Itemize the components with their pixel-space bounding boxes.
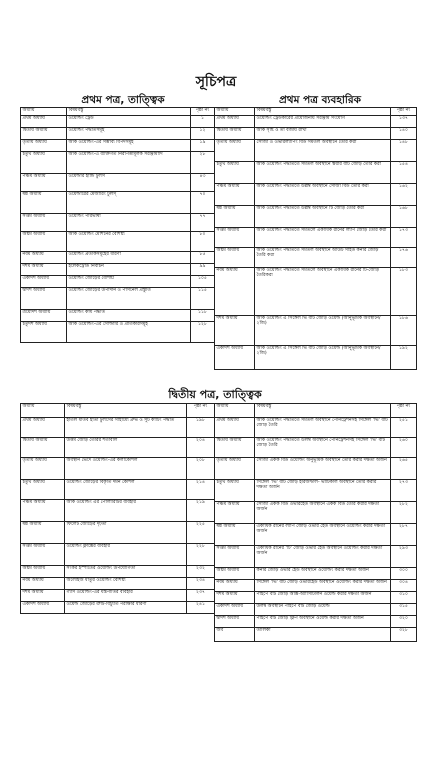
table-header-row bbox=[21, 108, 215, 116]
chapter-cell: পঞ্চম অধ্যায় bbox=[215, 502, 255, 524]
page-cell: ১০৫ bbox=[191, 276, 215, 288]
subject-cell: পাইপে বাট জোড় ফ্লিপ অবস্থানে ওয়েল্ড করার দক্ষতা অর্জন bbox=[255, 616, 391, 628]
table-row bbox=[215, 502, 417, 524]
chapter-cell: নবম অধ্যায় bbox=[215, 268, 255, 316]
section2-left-table bbox=[20, 403, 215, 614]
page-cell: ৮৫ bbox=[191, 252, 215, 264]
section2-right-table bbox=[214, 403, 417, 642]
subject-cell: ওয়েল্ডিং জোড়ের উপাদান ও পার্সনেল প্রস্তুতি bbox=[67, 288, 191, 310]
table-row bbox=[21, 544, 215, 566]
table-row bbox=[215, 184, 417, 206]
table-row bbox=[21, 288, 215, 310]
header-chapter: অধ্যায় bbox=[21, 108, 67, 116]
subject-cell: উলম্ব অবস্থানে পাইপে বাট জোড় ওয়েল্ড bbox=[255, 604, 391, 616]
subject-cell: সিঙ্গেল 'ভি' বাট জোড় ওভারহেড অবস্থানে ওয়েল্ডিং করার দক্ষতা অর্জন bbox=[255, 580, 391, 592]
chapter-cell: দ্বাদশ অধ্যায় bbox=[21, 288, 67, 310]
page-cell: ২৮ bbox=[191, 152, 215, 174]
section2-title: দ্বিতীয় পত্র, তাত্ত্বিক bbox=[168, 388, 262, 401]
page-cell: ২২৮ bbox=[187, 544, 215, 566]
page-cell: ৪৩ bbox=[191, 174, 215, 192]
table-row bbox=[215, 628, 417, 642]
header-page: পৃষ্ঠা নং bbox=[391, 108, 417, 116]
page-cell: ১ bbox=[191, 116, 215, 128]
table-row bbox=[21, 140, 215, 152]
table-header-row bbox=[21, 404, 215, 418]
chapter-cell: দশম অধ্যায় bbox=[21, 590, 65, 602]
table-row bbox=[21, 566, 215, 578]
chapter-cell: তৃতীয় অধ্যায় bbox=[21, 140, 67, 152]
table-row bbox=[215, 546, 417, 568]
page-cell: ২৩৭ bbox=[187, 590, 215, 602]
table-row bbox=[21, 276, 215, 288]
page-cell: ২৪১ bbox=[187, 602, 215, 614]
section1-left-title: প্রথম পত্র, তাত্ত্বিক bbox=[81, 94, 165, 106]
page-cell: ২১৪ bbox=[187, 480, 215, 500]
header-chapter: অধ্যায় bbox=[215, 404, 255, 418]
chapter-cell: চতুর্দশ অধ্যায় bbox=[21, 322, 67, 343]
subject-cell: ওয়েল্ডিং জোড়ের বৈশিষ্ট্য bbox=[67, 276, 191, 288]
subject-cell: কর্নার জোড় ওভার হেড অবস্থানে ওয়েল্ডিং করার দক্ষতা অর্জন bbox=[255, 568, 391, 580]
subject-cell: অলৌহজ ধাতুর ওয়েল্ডিং বৈশিষ্ট্য bbox=[65, 578, 187, 590]
page-cell: ৩২৮ bbox=[391, 628, 417, 642]
chapter-cell: তৃতীয় অধ্যায় bbox=[215, 458, 255, 480]
chapter-cell: জব bbox=[215, 628, 255, 642]
table-row bbox=[21, 522, 215, 544]
header-page: পৃষ্ঠা নং bbox=[191, 108, 215, 116]
chapter-cell: পঞ্চম অধ্যায় bbox=[21, 500, 65, 522]
subject-cell: আর্ক ওয়েল্ডিং পদ্ধতিতে উল্লম্ব অবস্থানে টি জোড় তৈরি করা bbox=[255, 206, 391, 228]
page-cell: ৮০ bbox=[191, 232, 215, 252]
table-row bbox=[215, 316, 417, 346]
subject-cell: ওয়েল্ডিং প্রতীকসমূহের ধারণা bbox=[67, 252, 191, 264]
page-cell: ১৭৬ bbox=[391, 248, 417, 268]
chapter-cell: সপ্তম অধ্যায় bbox=[215, 228, 255, 248]
table-row bbox=[21, 602, 215, 614]
chapter-cell: ষষ্ঠ অধ্যায় bbox=[21, 192, 67, 214]
chapter-cell: নবম অধ্যায় bbox=[215, 580, 255, 592]
table-row bbox=[215, 248, 417, 268]
page-cell: ১৬২ bbox=[391, 184, 417, 206]
page-cell: ১৩৭ bbox=[391, 116, 417, 128]
page-cell: ১৮৩ bbox=[391, 268, 417, 316]
page-cell: ৯৯ bbox=[191, 264, 215, 276]
page-cell: ১৫৪ bbox=[391, 162, 417, 184]
page-cell: ২৭৩ bbox=[391, 480, 417, 502]
table-row bbox=[215, 128, 417, 140]
chapter-cell: একাদশ অধ্যায় bbox=[215, 604, 255, 616]
page-cell: ২২৫ bbox=[187, 522, 215, 544]
table-row bbox=[21, 578, 215, 590]
subject-cell: আর্ক ওয়েল্ডিং-এ ব্যক্তিগত নিরাপত্তামূলক সরঞ্জামাদি bbox=[67, 152, 191, 174]
chapter-cell: দশম অধ্যায় bbox=[21, 264, 67, 276]
table-row bbox=[215, 346, 417, 370]
table-header-row bbox=[215, 404, 417, 418]
subject-cell: ওয়েল্ডারের মেজারিং টুলস্ bbox=[67, 192, 191, 214]
page-cell: ৩২০ bbox=[391, 616, 417, 628]
subject-cell: ওয়েল্ডিং ট্রেড bbox=[67, 116, 191, 128]
page-cell: ১১৫ bbox=[191, 288, 215, 310]
chapter-cell: তৃতীয় অধ্যায় bbox=[21, 458, 65, 480]
page-cell: ১৯২ bbox=[391, 346, 417, 370]
header-chapter: অধ্যায় bbox=[215, 108, 255, 116]
table-row bbox=[21, 152, 215, 174]
section1-left-table bbox=[20, 107, 215, 343]
subject-cell: ওয়েল্ডিং পরিভাষা bbox=[67, 214, 191, 232]
subject-cell: সিঙ্গেল 'ভি' বাট জোড় হরিজন্টাল- ভার্টিকাল অবস্থানে তৈরি করার দক্ষতা অর্জন bbox=[255, 480, 391, 502]
table-row bbox=[215, 524, 417, 546]
subject-cell: ওয়েল্ডিং কার্য পদ্ধতি bbox=[67, 310, 191, 322]
page-cell: ১৮৬ bbox=[391, 316, 417, 346]
chapter-cell: একাদশ অধ্যায় bbox=[21, 276, 67, 288]
subject-cell: সোজা ও ওভারল্যাপিং বিড সমতল অবস্থানে তৈরি করা bbox=[255, 140, 391, 162]
subject-cell: সংকর ইস্পাতের ওয়েল্ডিং উপযোগিতা bbox=[65, 566, 187, 578]
table-row bbox=[215, 580, 417, 592]
page-cell: ২১৯ bbox=[187, 500, 215, 522]
subject-cell: আর্ক ওয়েল্ডিং মেশিনের বৈশিষ্ট্য bbox=[67, 232, 191, 252]
chapter-cell: দ্বিতীয় অধ্যায় bbox=[21, 128, 67, 140]
page-cell: ২৮৭ bbox=[391, 524, 417, 546]
table-row bbox=[215, 228, 417, 248]
chapter-cell: দ্বাদশ অধ্যায় bbox=[215, 616, 255, 628]
chapter-cell: প্রথম অধ্যায় bbox=[21, 418, 65, 438]
subject-cell: আর্ক ওয়েল্ডিং পদ্ধতিতে সমতলে একাধিক রানের ল্যাপ জোড় তৈরি করা bbox=[255, 228, 391, 248]
chapter-cell: চতুর্থ অধ্যায় bbox=[21, 480, 65, 500]
chapter-cell: একাদশ অধ্যায় bbox=[21, 602, 65, 614]
table-row bbox=[21, 418, 215, 438]
page-cell: ১৪৮ bbox=[391, 140, 417, 162]
table-row bbox=[215, 418, 417, 438]
page-cell: ২৩২ bbox=[187, 566, 215, 578]
chapter-cell: সপ্তম অধ্যায় bbox=[21, 544, 65, 566]
subject-cell: ওয়েল্ডিং পদ্ধতিসমূহ bbox=[67, 128, 191, 140]
table-row bbox=[215, 162, 417, 184]
subject-cell: আর্ক ওয়েল্ডিং পদ্ধতিতে সমতল অবস্থানে স্কয়ার বাট জোড় তৈরি করা bbox=[255, 162, 391, 184]
page-cell: ২৯৩ bbox=[391, 546, 417, 568]
table-row bbox=[215, 116, 417, 128]
header-subject: বিষয়বস্তু bbox=[255, 108, 391, 116]
subject-cell: আর্ক ওয়েল্ডিং এর পোলারিটির ব্যবহার bbox=[65, 500, 187, 522]
table-row bbox=[21, 214, 215, 232]
table-row bbox=[215, 616, 417, 628]
page-cell: ২৩৪ bbox=[187, 578, 215, 590]
page-cell: ১৪০ bbox=[391, 128, 417, 140]
table-row bbox=[21, 310, 215, 322]
subject-cell: একাধিক রানের ল্যাপ জোড় ওভার হেড অবস্থানে ওয়েল্ডিং করার দক্ষতা অর্জন bbox=[255, 524, 391, 546]
page-cell: ১১৮ bbox=[191, 310, 215, 322]
subject-cell: একাধিক রানের 'টি' জোড় ওভার হেড অবস্থানে ওয়েল্ডিং করার দক্ষতা অর্জন bbox=[255, 546, 391, 568]
table-row bbox=[21, 232, 215, 252]
chapter-cell: অষ্টম অধ্যায় bbox=[21, 232, 67, 252]
header-subject: বিষয়বস্তু bbox=[65, 404, 187, 418]
chapter-cell: দ্বিতীয় অধ্যায় bbox=[21, 438, 65, 458]
header-subject: বিষয়বস্তু bbox=[67, 108, 191, 116]
chapter-cell: অষ্টম অধ্যায় bbox=[215, 568, 255, 580]
chapter-cell: তৃতীয় অধ্যায় bbox=[215, 140, 255, 162]
table-row bbox=[21, 458, 215, 480]
header-page: পৃষ্ঠা নং bbox=[391, 404, 417, 418]
table-row bbox=[215, 458, 417, 480]
chapter-cell: ষষ্ঠ অধ্যায় bbox=[215, 206, 255, 228]
chapter-cell: প্রথম অধ্যায় bbox=[215, 116, 255, 128]
table-row bbox=[21, 264, 215, 276]
chapter-cell: চতুর্থ অধ্যায় bbox=[215, 480, 255, 502]
page-cell: ৩১০ bbox=[391, 592, 417, 604]
page-cell: ৭৭ bbox=[191, 214, 215, 232]
chapter-cell: দ্বিতীয় অধ্যায় bbox=[215, 438, 255, 458]
subject-cell: আর্ক ওয়েল্ডিং এ সিঙ্গেল ভি বাট জোড় ওয়েল্ড (আনুভূমিক অবস্থানে/২জি) bbox=[255, 346, 391, 370]
chapter-cell: ষষ্ঠ অধ্যায় bbox=[21, 522, 65, 544]
table-row bbox=[215, 206, 417, 228]
page-cell: ২৫১ bbox=[391, 418, 417, 438]
page-cell: ১৬৮ bbox=[391, 206, 417, 228]
chapter-cell: দশম অধ্যায় bbox=[215, 316, 255, 346]
subject-cell: পাইপে বাট জোড় অক্সি-অ্যাসিটিলিন ওয়েল্ড করার দক্ষতা অর্জন bbox=[255, 592, 391, 604]
subject-cell: ওয়েল্ডিং ট্রেডকারের প্রয়োজনীয় সরঞ্জাম সংযোগ bbox=[255, 116, 391, 128]
page-cell: ২৬৫ bbox=[391, 458, 417, 480]
chapter-cell: একাদশ অধ্যায় bbox=[215, 346, 255, 370]
chapter-cell: পঞ্চম অধ্যায় bbox=[21, 174, 67, 192]
table-row bbox=[215, 604, 417, 616]
subject-cell: আর্ক ওয়েল্ডিং এ সিঙ্গেল ভি বাট জোড় ওয়েল্ড (আনুভূমিক অবস্থানে/২জি) bbox=[255, 316, 391, 346]
subject-cell: আর্ক ওয়েল্ডিং পদ্ধতিতে উল্লম্ব অবস্থানে সোজা বিড তৈরি করা bbox=[255, 184, 391, 206]
chapter-cell: প্রথম অধ্যায় bbox=[215, 418, 255, 438]
chapter-cell: ত্রয়োদশ অধ্যায় bbox=[21, 310, 67, 322]
page-cell: ৩০০ bbox=[391, 568, 417, 580]
chapter-cell: অষ্টম অধ্যায় bbox=[21, 566, 65, 578]
table-row bbox=[21, 128, 215, 140]
subject-cell: ওয়েল্ডিং ফ্লাক্সের ব্যবহার bbox=[65, 544, 187, 566]
page-cell: ২০৪ bbox=[187, 438, 215, 458]
subject-cell: ওয়েল্ডিং জোড়ের বিকৃতি দমন কৌশল bbox=[65, 480, 187, 500]
chapter-cell: চতুর্থ অধ্যায় bbox=[215, 162, 255, 184]
subject-cell: আর্ক ওয়েল্ডিং পদ্ধতিতে সমতল অবস্থানে পেনিট্রেশনসহ সিঙ্গেল 'ভি' বাট জোড় তৈরি bbox=[255, 418, 391, 438]
table-row bbox=[215, 438, 417, 458]
chapter-cell: দ্বিতীয় অধ্যায় bbox=[215, 128, 255, 140]
chapter-cell: অষ্টম অধ্যায় bbox=[215, 248, 255, 268]
chapter-cell: দশম অধ্যায় bbox=[215, 592, 255, 604]
page-cell: ১৯৮ bbox=[187, 418, 215, 438]
chapter-cell: প্রথম অধ্যায় bbox=[21, 116, 67, 128]
subject-cell: হাতল ধাতব হাতা টুলসের সাহায্যে গ্রুভ ও সুট কাটিং পদ্ধতি bbox=[65, 418, 187, 438]
table-row bbox=[21, 480, 215, 500]
subject-cell: গ্যাস ওয়েল্ডিং-এর যন্ত্রপাতির ব্যবহার bbox=[65, 590, 187, 602]
subject-cell: ফিলেট জোড়ের দৃঢ়তা bbox=[65, 522, 187, 544]
chapter-cell: পঞ্চম অধ্যায় bbox=[215, 184, 255, 206]
page-cell: ২০৮ bbox=[187, 458, 215, 480]
subject-cell: আর্ক ওয়েল্ডিং-এর সোল্ডারি ও প্রতিকারসমূহ bbox=[67, 322, 191, 343]
table-header-row bbox=[215, 108, 417, 116]
subject-cell: ওয়েল্ডার হ্যান্ড টুলস bbox=[67, 174, 191, 192]
subject-cell: অবস্থান ভেদে ওয়েল্ডিং-এর কলাকৌশল bbox=[65, 458, 187, 480]
subject-cell: আর্ক ওয়েল্ডিং-এর সম্ভাব্য বিপদসমূহ bbox=[67, 140, 191, 152]
table-row bbox=[215, 268, 417, 316]
header-subject: বিষয়বস্তু bbox=[255, 404, 391, 418]
section1-right-table bbox=[214, 107, 417, 370]
page-cell: ১৭৩ bbox=[391, 228, 417, 248]
page-cell: ২৬০ bbox=[391, 438, 417, 458]
table-row bbox=[21, 590, 215, 602]
subject-cell: তালিকা bbox=[255, 628, 391, 642]
table-row bbox=[215, 480, 417, 502]
section1-right-title: প্রথম পত্র ব্যবহারিক bbox=[278, 94, 362, 106]
table-row bbox=[215, 568, 417, 580]
header-chapter: অধ্যায় bbox=[21, 404, 65, 418]
table-row bbox=[215, 140, 417, 162]
table-row bbox=[21, 322, 215, 343]
table-row bbox=[21, 116, 215, 128]
table-row bbox=[215, 592, 417, 604]
subject-cell: আর্ক ওয়েল্ডিং পদ্ধতিতে সমতলে অবস্থানে একাধিক রানের টি-জোড় তৈরিকরা bbox=[255, 268, 391, 316]
chapter-cell: সপ্তম অধ্যায় bbox=[215, 546, 255, 568]
subject-cell: সোজা একক বিড ওয়েল্ডিং অনুভূমিক অবস্থানে তৈরি করার দক্ষতা অর্জন bbox=[255, 458, 391, 480]
subject-cell: আর্ক ওয়েল্ডিং পদ্ধতিতে সমতল অবস্থানে আউট সাইড কর্নার জোড় তৈরি করা bbox=[255, 248, 391, 268]
chapter-cell: সপ্তম অধ্যায় bbox=[21, 214, 67, 232]
page-cell: ১২৮ bbox=[191, 322, 215, 343]
subject-cell: সোজা একক বিড ওভারহেড অবস্থানে একক বিড তৈরি করার দক্ষতা অর্জন bbox=[255, 502, 391, 524]
table-row bbox=[21, 500, 215, 522]
page-cell: ১৯ bbox=[191, 140, 215, 152]
page-cell: ১২ bbox=[191, 128, 215, 140]
chapter-cell: ষষ্ঠ অধ্যায় bbox=[215, 524, 255, 546]
chapter-cell: চতুর্থ অধ্যায় bbox=[21, 152, 67, 174]
subject-cell: ইলেকট্রোড নির্বাচন bbox=[67, 264, 191, 276]
subject-cell: আর্ক সৃষ্টি ও তা বজায় রাখা bbox=[255, 128, 391, 140]
table-row bbox=[21, 192, 215, 214]
subject-cell: ওয়েল্ড জোড়ের ত্রুটি-বিচ্যুতি পরীক্ষার ধারণা bbox=[65, 602, 187, 614]
subject-cell: উত্তম জোড় তৈরির শর্তাবলি bbox=[65, 438, 187, 458]
page-cell: ৩১৫ bbox=[391, 604, 417, 616]
table-row bbox=[21, 174, 215, 192]
page-title: সূচিপত্র bbox=[195, 74, 237, 90]
chapter-cell: নবম অধ্যায় bbox=[21, 578, 65, 590]
table-row bbox=[21, 438, 215, 458]
page-cell: ৭০ bbox=[191, 192, 215, 214]
page-cell: ৩০৪ bbox=[391, 580, 417, 592]
header-page: পৃষ্ঠা নং bbox=[187, 404, 215, 418]
page-cell: ২৮২ bbox=[391, 502, 417, 524]
table-row bbox=[21, 252, 215, 264]
subject-cell: আর্ক ওয়েল্ডিং পদ্ধতিতে উলম্ব অবস্থানে পেনিট্রেশনসহ সিঙ্গেল 'ভি' বাট জোড় তৈরি bbox=[255, 438, 391, 458]
chapter-cell: নবম অধ্যায় bbox=[21, 252, 67, 264]
